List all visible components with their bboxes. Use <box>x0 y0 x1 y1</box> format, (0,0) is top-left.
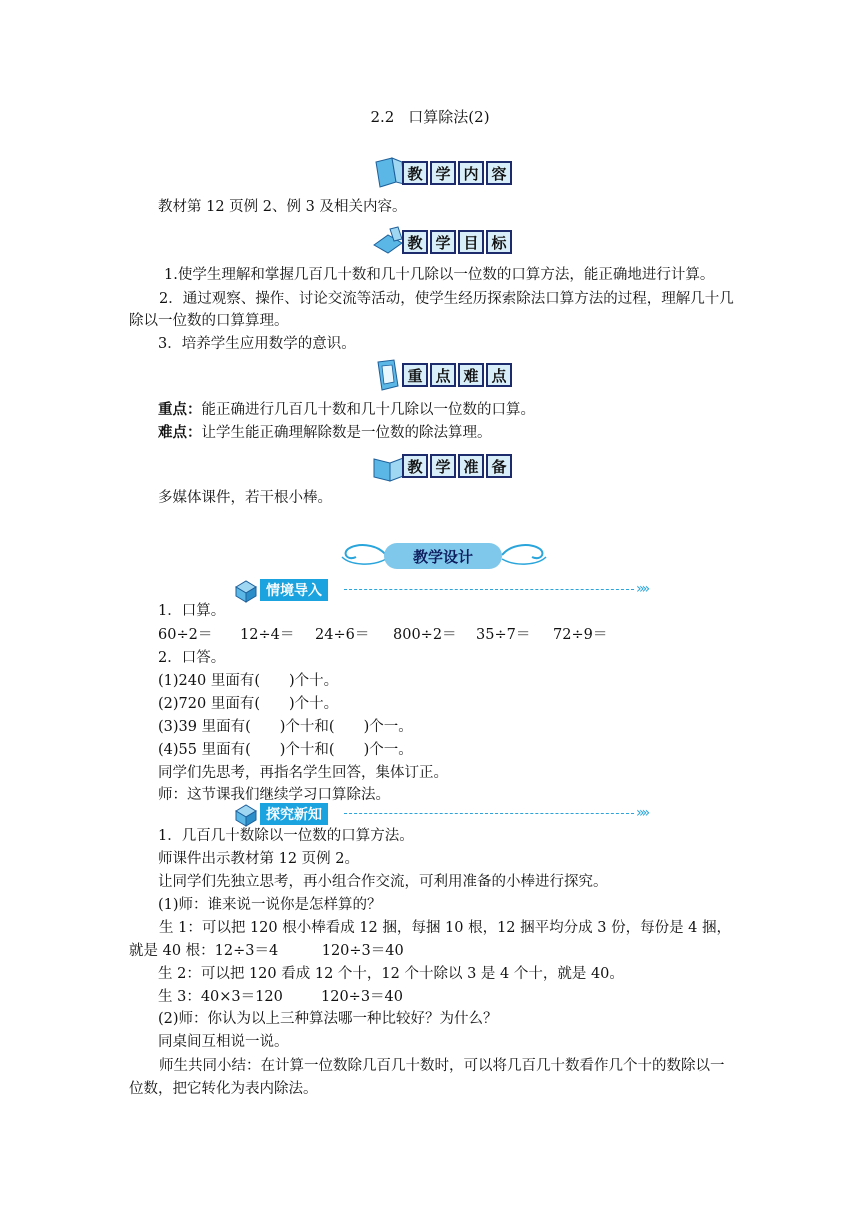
design-header <box>336 537 552 573</box>
banner-char: 标 <box>486 230 512 254</box>
intro-paragraph-1: 同学们先思考，再指名学生回答，集体订正。 <box>158 765 448 781</box>
banner-char: 目 <box>458 230 484 254</box>
explore-heading-1: 1．几百几十数除以一位数的口算方法。 <box>158 828 414 844</box>
banner-char: 备 <box>486 454 512 478</box>
explore-line-3: (1)师：谁来说一说你是怎样算的？ <box>158 897 382 913</box>
diff-label: 难点： <box>158 424 202 441</box>
content-text: 教材第 12 页例 2、例 3 及相关内容。 <box>158 199 407 215</box>
banner-char: 学 <box>430 230 456 254</box>
banner-char: 准 <box>458 454 484 478</box>
student-3-answer <box>158 987 403 1007</box>
explore-line-1: 师课件出示教材第 12 页例 2。 <box>158 851 360 867</box>
calc-item: 24÷6＝ <box>315 627 370 643</box>
banner-char: 学 <box>430 454 456 478</box>
banner-char: 难 <box>458 363 484 387</box>
key-label: 重点： <box>158 401 202 418</box>
student-1-answer: 生 1：可以把 120 根小棒看成 12 捆，每捆 10 根，12 捆平均分成 3 份，每份是 4 捆，就是 40 根：12÷3＝4 120÷3＝40 <box>129 920 732 959</box>
calc-item: 12÷4＝ <box>240 627 295 643</box>
difficult-point <box>158 423 492 443</box>
student-2-answer: 生 2：可以把 120 看成 12 个十，12 个十除以 3 是 4 个十，就是 40。 <box>158 966 624 982</box>
student-3-part-2: 120÷3＝40 <box>321 989 404 1005</box>
goal-1: 1.使学生理解和掌握几百几十数和几十几除以一位数的口算方法，能正确地进行计算。 <box>164 267 715 283</box>
goal-3: 3．培养学生应用数学的意识。 <box>158 336 356 352</box>
section-intro-label: 情境导入 <box>260 579 328 601</box>
question-3: (3)39 里面有( )个十和( )个一。 <box>158 719 413 735</box>
cube-icon <box>232 577 262 603</box>
banner-char: 重 <box>402 363 428 387</box>
dashed-divider <box>344 589 634 590</box>
title-number: 2.2 <box>370 108 395 126</box>
banner-keypoints <box>372 358 520 392</box>
question-1: (1)240 里面有( )个十。 <box>158 673 339 689</box>
banner-char: 学 <box>430 161 456 185</box>
banner-prep <box>372 449 520 483</box>
explore-line-2: 让同学们先独立思考，再小组合作交流，可利用准备的小棒进行探究。 <box>158 874 608 890</box>
intro-paragraph-2: 师：这节课我们继续学习口算除法。 <box>158 787 390 803</box>
explore-line-4: (2)师：你认为以上三种算法哪一种比较好？为什么？ <box>158 1011 498 1027</box>
explore-line-5: 同桌间互相说一说。 <box>158 1034 289 1050</box>
banner-char: 教 <box>402 230 428 254</box>
section-explore-header <box>232 801 662 827</box>
section-explore-label: 探究新知 <box>260 803 328 825</box>
banner-char: 内 <box>458 161 484 185</box>
banner-goals <box>372 225 520 259</box>
banner-char: 容 <box>486 161 512 185</box>
double-arrow-icon: »» <box>636 805 648 821</box>
key-point <box>158 400 535 420</box>
intro-item-2: 2．口答。 <box>158 650 226 666</box>
section-intro-header <box>232 577 662 603</box>
design-title: 教学设计 <box>384 543 502 569</box>
dashed-divider <box>344 813 634 814</box>
calc-row <box>158 625 607 645</box>
calc-item: 72÷9＝ <box>553 627 608 643</box>
goal-2: 2．通过观察、操作、讨论交流等活动，使学生经历探索除法口算方法的过程，理解几十几除以一位数的口算算理。 <box>129 291 734 329</box>
cube-icon <box>232 801 262 827</box>
banner-char: 教 <box>402 161 428 185</box>
calc-item: 60÷2＝ <box>158 627 213 643</box>
question-2: (2)720 里面有( )个十。 <box>158 696 339 712</box>
calc-item: 35÷7＝ <box>476 627 531 643</box>
banner-content <box>372 156 520 190</box>
diff-text: 让学生能正确理解除数是一位数的除法算理。 <box>201 425 492 441</box>
intro-item-1: 1．口算。 <box>158 603 226 619</box>
prep-text: 多媒体课件，若干根小棒。 <box>158 490 332 506</box>
page-title <box>0 106 860 127</box>
key-text: 能正确进行几百几十数和几十几除以一位数的口算。 <box>201 402 535 418</box>
calc-item: 800÷2＝ <box>393 627 457 643</box>
banner-char: 点 <box>430 363 456 387</box>
question-4: (4)55 里面有( )个十和( )个一。 <box>158 742 413 758</box>
summary-paragraph: 师生共同小结：在计算一位数除几百几十数时，可以将几百几十数看作几个十的数除以一位数，把它转化为表内除法。 <box>129 1058 725 1097</box>
banner-char: 点 <box>486 363 512 387</box>
double-arrow-icon: »» <box>636 581 648 597</box>
title-text: 口算除法(2) <box>408 108 490 126</box>
student-3-part-1: 生 3：40×3＝120 <box>158 989 283 1005</box>
banner-char: 教 <box>402 454 428 478</box>
